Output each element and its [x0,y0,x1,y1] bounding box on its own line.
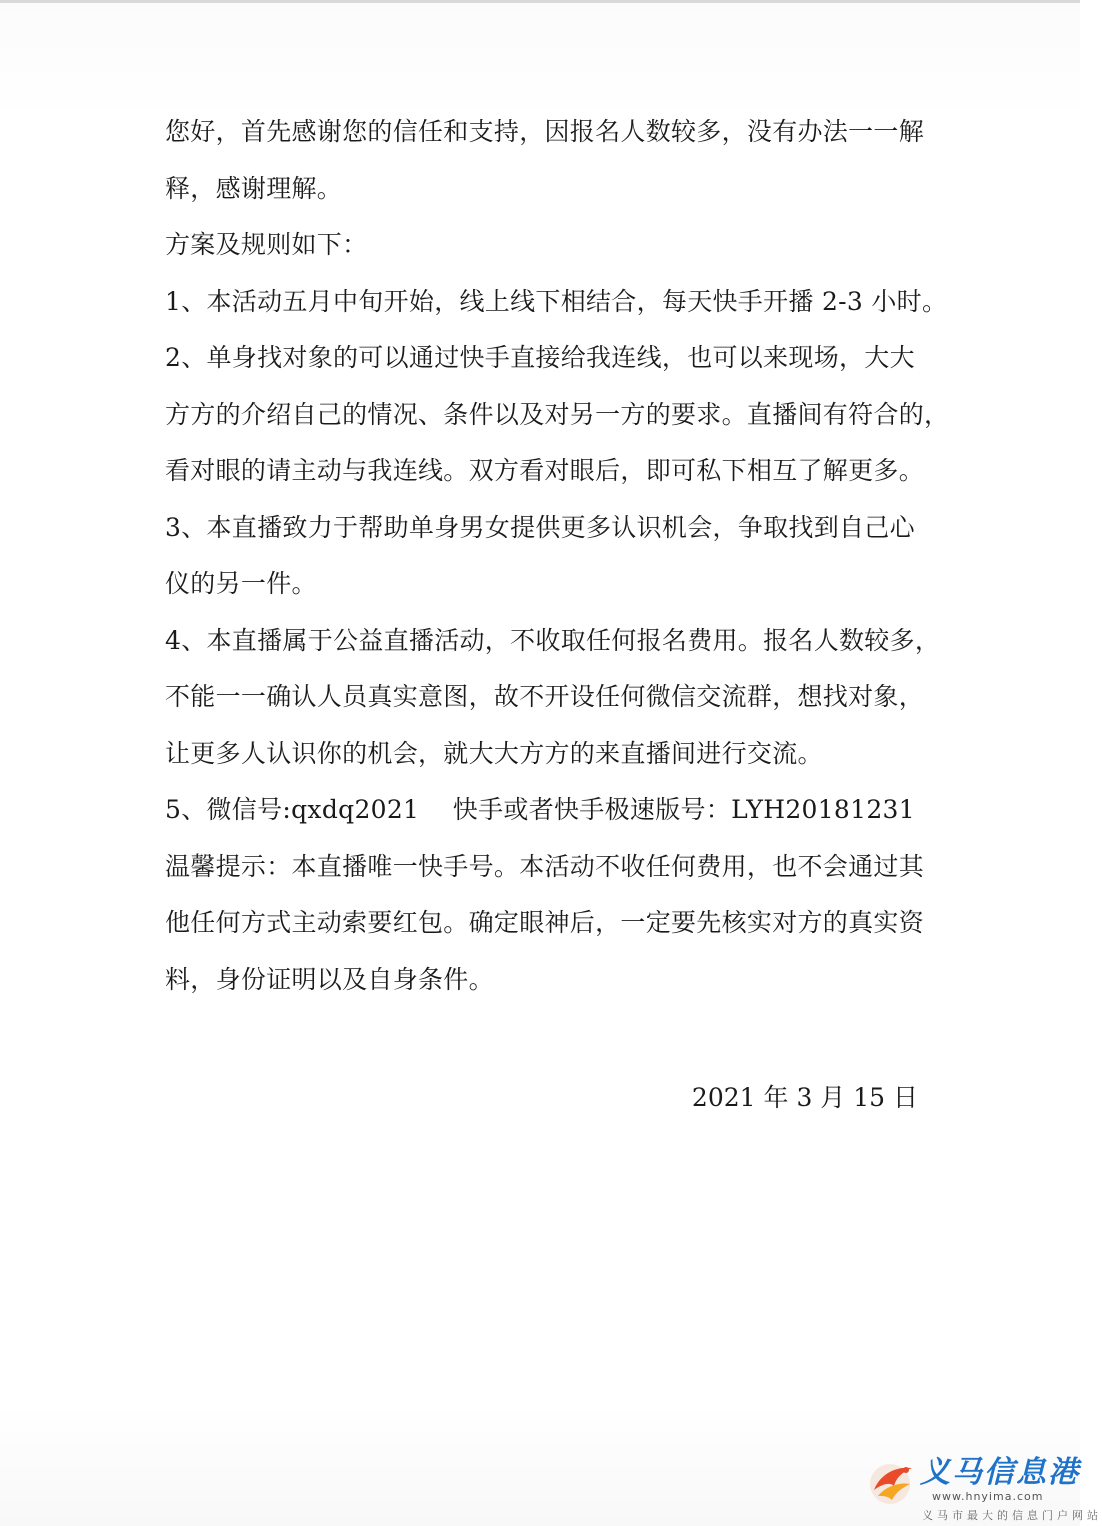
page-top-edge [0,0,1080,3]
rule-item-4-cont: 不能一一确认人员真实意图，故不开设任何微信交流群，想找对象， [165,682,925,711]
paragraph-line: 释，感谢理解。 [165,173,343,203]
watermark-url: www.hnyima.com [932,1490,1044,1503]
watermark-slogan: 义马市最大的信息门户网站 [922,1509,1102,1522]
section-heading: 方案及规则如下： [165,230,368,259]
warm-tip-cont: 料，身份证明以及自身条件。 [165,964,494,994]
site-watermark [862,1452,1102,1522]
rule-item-1: 1、本活动五月中旬开始，线上线下相结合，每天快手开播 2-3 小时。 [165,286,948,316]
phoenix-logo-icon [866,1456,918,1508]
paragraph-line: 您好，首先感谢您的信任和支持，因报名人数较多，没有办法一一解 [165,117,925,146]
rule-item-5-contact: 5、微信号:qxdq2021 快手或者快手极速版号：LYH20181231 [165,795,915,824]
rule-item-4-cont: 让更多人认识你的机会，就大大方方的来直播间进行交流。 [165,738,823,768]
warm-tip: 温馨提示：本直播唯一快手号。本活动不收任何费用，也不会通过其 [165,851,925,881]
watermark-title: 义马信息港 [920,1455,1080,1490]
rule-item-3: 3、本直播致力于帮助单身男女提供更多认识机会，争取找到自己心 [165,512,915,542]
rule-item-2: 2、单身找对象的可以通过快手直接给我连线，也可以来现场，大大 [165,343,915,372]
rule-item-2-cont: 看对眼的请主动与我连线。双方看对眼后，即可私下相互了解更多。 [165,456,925,485]
rule-item-2-cont: 方方的介绍自己的情况、条件以及对另一方的要求。直播间有符合的， [165,399,950,429]
document-date: 2021 年 3 月 15 日 [691,1083,918,1112]
document-body [165,104,950,1008]
rule-item-3-cont: 仪的另一件。 [165,569,317,598]
warm-tip-cont: 他任何方式主动索要红包。确定眼神后，一定要先核实对方的真实资 [165,908,925,937]
rule-item-4: 4、本直播属于公益直播活动，不收取任何报名费用。报名人数较多， [165,625,941,655]
